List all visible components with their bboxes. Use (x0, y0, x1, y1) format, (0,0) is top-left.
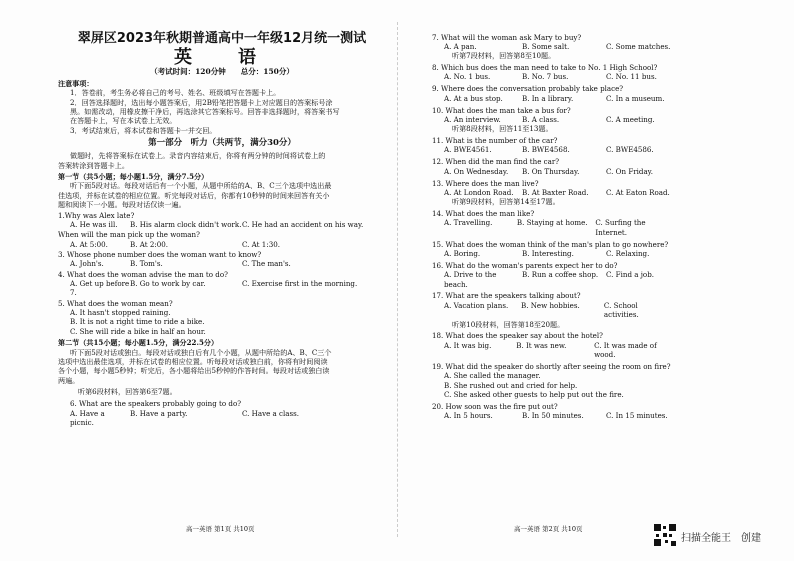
option-row (432, 145, 674, 154)
question-text: 5. What does the woman mean? (58, 298, 173, 308)
option: A. No. 1 bus. (444, 72, 491, 82)
option-row (58, 259, 386, 268)
question (432, 63, 674, 82)
question (432, 362, 674, 399)
question (432, 136, 674, 155)
option: B. No. 7 bus. (522, 72, 569, 82)
question (432, 331, 674, 359)
option: B. At Baxter Road. (522, 187, 589, 197)
option-row (432, 411, 674, 420)
listening-note: 听第6段材料，回答第6至7题。 (78, 387, 177, 396)
question-text: 3. Whose phone number does the woman want to know? (58, 249, 262, 259)
option-row (58, 279, 386, 298)
page-footer-right: 高一英语 第2页 共10页 (514, 525, 583, 533)
notice-item: 1．答卷前，考生务必将自己的考号、姓名、班级填写在答题卡上。 (70, 88, 281, 98)
option: C. At 1:30. (242, 239, 280, 249)
question (432, 402, 674, 421)
question-text: 16. What do the woman's parents expect her to do? (432, 260, 618, 270)
notice-heading: 注意事项： (58, 79, 94, 88)
option: C. She asked other guests to help put out the fire. (444, 390, 624, 400)
question (432, 179, 674, 207)
left-page (58, 0, 386, 561)
question-text: 8. Which bus does the man need to take to No. 1 High School? (432, 63, 658, 73)
option: A. At a bus stop. (444, 93, 503, 103)
option: A. Travelling. (444, 218, 493, 228)
option: C. The man's. (242, 259, 291, 269)
question-text: 17. What are the speakers talking about? (432, 291, 581, 301)
option: C. Relaxing. (606, 249, 650, 259)
page-divider (397, 22, 398, 537)
question-text: 11. What is the number of the car? (432, 136, 558, 146)
listening-note: 听第8段材料，回答11至13题。 (452, 124, 553, 134)
option-row (432, 167, 674, 176)
question-text: 1.Why was Alex late? (58, 210, 135, 220)
option-row (432, 249, 674, 258)
option-row (432, 270, 674, 289)
question (432, 33, 674, 61)
listening-note: 听第7段材料，回答第8至10题。 (452, 51, 556, 61)
page-footer-left: 高一英语 第1页 共10页 (186, 525, 255, 533)
left-content (58, 79, 386, 427)
notice-item: 2．回答选择题时，选出每小题答案后，用2B铅笔把答题卡上对应题目的答案标号涂 (70, 97, 333, 107)
notice-item: 3．考试结束后，将本试卷和答题卡一并交回。 (70, 125, 217, 135)
section2-intro: 选项中选出最佳选项，并标在试卷的相应位置。听每段对话或独白前，你将有时间阅读 (58, 356, 328, 366)
option: B. Run a coffee shop. (522, 270, 599, 280)
question (432, 209, 674, 237)
question (58, 270, 386, 298)
option: C. Some matches. (606, 41, 671, 51)
option-row (432, 301, 674, 320)
option: B. Staying at home. (516, 218, 588, 228)
question-text: 4. What does the woman advise the man to do? (58, 269, 228, 279)
question-text: 6. What are the speakers probably going to do? (70, 399, 242, 409)
option: A. He was ill. (70, 219, 118, 229)
exam-title: 翠屏区2023年秋期普通高中一年级12月统一测试 (77, 31, 367, 46)
option: C. She will ride a bike in half an hour. (70, 326, 206, 336)
option: B. At 2:00. (130, 239, 169, 249)
section2-intro: 听下面5段对话或独白。每段对话或独白后有几个小题，从题中所给的A、B、C三个 (70, 347, 332, 357)
question (432, 106, 674, 134)
question (58, 250, 386, 269)
option: C. Surfing the Internet. (595, 218, 646, 237)
option: B. BWE4568. (522, 145, 570, 155)
option-row (432, 94, 674, 103)
option-row (432, 115, 674, 124)
question-text: 9. Where does the conversation probably take place? (432, 84, 624, 94)
option: B. Interesting. (522, 249, 574, 259)
option: B. Go to work by car. (130, 279, 206, 289)
option: B. His alarm clock didn't work. (130, 219, 242, 229)
option: C. No. 11 bus. (606, 72, 657, 82)
question-text: When will the man pick up the woman? (58, 230, 200, 240)
part1-intro: 答案转涂到答题卡上。 (58, 160, 129, 170)
option: A. On Wednesday. (444, 166, 509, 176)
option-row (58, 220, 386, 229)
option-row (432, 341, 674, 360)
section1-intro: 听下面5段对话。每段对话后有一个小题，从题中所给的A、B、C三个选项中选出最 (70, 181, 332, 191)
option: A. At London Road. (444, 187, 514, 197)
section2-intro: 两遍。 (58, 375, 80, 385)
question (58, 211, 386, 230)
option: A. John's. (70, 259, 104, 269)
question (58, 399, 386, 427)
right-questions (432, 33, 674, 360)
option: B. Some salt. (522, 41, 570, 51)
option: C. In 15 minutes. (606, 411, 668, 421)
option: A. Have a picnic. (70, 408, 105, 428)
subject-title: 英 语 (174, 47, 270, 68)
section1-intro: 佳选项，并标在试卷的相应位置。听完每段对话后，你都有10秒钟的时间来回答有关小 (58, 190, 330, 200)
question-text: 18. What does the speaker say about the hotel? (432, 331, 603, 341)
section1-intro: 题和阅读下一小题。每段对话仅读一遍。 (58, 200, 186, 210)
question-text: 12. When did the man find the car? (432, 157, 560, 167)
option-row (432, 42, 674, 51)
option-row (58, 240, 386, 249)
option: B. Have a party. (130, 408, 188, 418)
option: A. BWE4561. (444, 145, 492, 155)
option: A. Get up before 7. (70, 279, 130, 298)
option: A. Drive to the beach. (444, 270, 497, 289)
notice-item: 在答题卡上，写在本试卷上无效。 (70, 116, 177, 126)
option: B. On Thursday. (522, 166, 580, 176)
option: C. Have a class. (242, 408, 300, 418)
question (432, 84, 674, 103)
part1-intro: 做题时，先将答案标在试卷上。录音内容结束后，你将有两分钟的时间将试卷上的 (70, 151, 326, 161)
option-row (58, 409, 386, 428)
exam-info: （考试时间：120分钟 总分：150分） (150, 67, 294, 76)
question (432, 240, 674, 259)
option: A. It hasn't stopped raining. (70, 308, 171, 318)
left-questions (58, 211, 386, 298)
question (432, 291, 674, 328)
option: C. BWE4586. (606, 145, 654, 155)
option: C. He had an accident on his way. (242, 219, 364, 229)
option: C. It was made of wood. (594, 340, 657, 360)
option: A. She called the manager. (444, 371, 541, 381)
option-row (432, 218, 674, 237)
section2-intro: 各个小题，每小题5秒钟；听完后，各小题将给出5秒钟的作答时间。每段对话或独白读 (58, 366, 330, 376)
question (432, 157, 674, 176)
option: C. School activities. (603, 300, 639, 320)
section2-title: 第二节（共15小题；每小题1.5分，满分22.5分） (58, 338, 219, 348)
part1-title: 第一部分 听力（共两节，满分30分） (148, 138, 296, 149)
option-row (432, 72, 674, 81)
option: B. A class. (522, 114, 560, 124)
qr-code-icon (654, 524, 676, 546)
question-text: 14. What does the man like? (432, 209, 535, 219)
option: B. She rushed out and cried for help. (444, 380, 578, 390)
option: B. It was new. (516, 340, 567, 350)
scanner-watermark: 扫描全能王 创建 (681, 533, 761, 544)
option: B. New hobbies. (521, 300, 580, 310)
question-text: 20. How soon was the fire put out? (432, 401, 558, 411)
listening-note: 听第9段材料，回答第14至17题。 (452, 197, 560, 207)
option: A. An interview. (444, 114, 501, 124)
option: C. At Eaton Road. (606, 187, 670, 197)
question (432, 261, 674, 289)
question-text: 13. Where does the man live? (432, 178, 539, 188)
option: C. A meeting. (606, 114, 655, 124)
option: A. Vacation plans. (444, 300, 509, 310)
option: B. Tom's. (130, 259, 163, 269)
question-text: 15. What does the woman think of the man's plan to go nowhere? (432, 239, 669, 249)
option: A. In 5 hours. (444, 411, 493, 421)
notice-item: 黑。如需改动，用橡皮擦干净后，再选涂其它答案标号。回答非选择题时，将答案书写 (70, 107, 340, 117)
right-content (432, 30, 674, 421)
question-text: 7. What will the woman ask Mary to buy? (432, 32, 582, 42)
question-text: 19. What did the speaker do shortly after seeing the room on fire? (432, 362, 671, 371)
option: C. Find a job. (606, 270, 654, 280)
option: A. It was big. (444, 340, 492, 350)
listening-note: 听第10段材料，回答第18至20题。 (452, 319, 565, 329)
option-row (432, 188, 674, 197)
option: B. It is not a right time to ride a bike. (70, 317, 205, 327)
option: A. A pan. (444, 41, 477, 51)
question (58, 299, 386, 336)
option: B. In a library. (522, 93, 574, 103)
option: C. In a museum. (606, 93, 665, 103)
question-text: 10. What does the man take a bus for? (432, 105, 571, 115)
option: A. At 5:00. (70, 239, 108, 249)
section1-title: 第一节（共5小题；每小题1.5分，满分7.5分） (58, 172, 209, 182)
question (58, 230, 386, 249)
option: B. In 50 minutes. (522, 411, 584, 421)
option: C. On Friday. (606, 166, 653, 176)
right-page (432, 0, 674, 561)
option: C. Exercise first in the morning. (242, 279, 358, 289)
option: A. Boring. (444, 249, 481, 259)
